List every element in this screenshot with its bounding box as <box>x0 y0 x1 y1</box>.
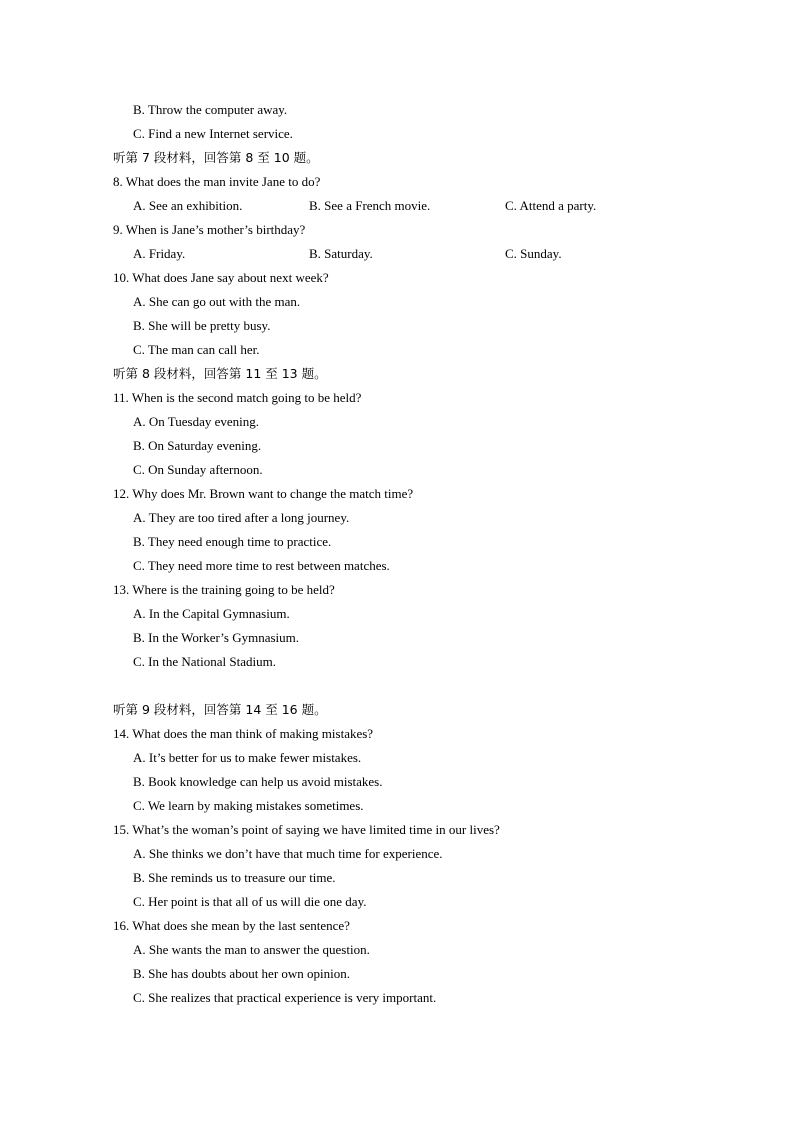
option-line: C. Find a new Internet service. <box>133 126 293 141</box>
question-line: 14. What does the man think of making mistakes? <box>113 726 374 741</box>
question-line: 16. What does she mean by the last sentence? <box>113 918 350 933</box>
section-header: 听第 9 段材料，回答第 14 至 16 题。 <box>113 702 327 717</box>
section-header: 听第 7 段材料，回答第 8 至 10 题。 <box>113 150 319 165</box>
option-b: B. Saturday. <box>309 246 373 261</box>
option-b: B. Book knowledge can help us avoid mistakes. <box>133 774 383 789</box>
option-c: C. The man can call her. <box>133 342 260 357</box>
options-row <box>0 194 794 218</box>
option-a: A. She wants the man to answer the question. <box>133 942 370 957</box>
option-c: C. On Sunday afternoon. <box>133 462 263 477</box>
option-a: A. Friday. <box>133 246 186 261</box>
option-a: A. On Tuesday evening. <box>133 414 260 429</box>
option-c: C. Sunday. <box>505 246 562 261</box>
question-line: 8. What does the man invite Jane to do? <box>113 174 321 189</box>
question-line: 15. What’s the woman’s point of saying we have limited time in our lives? <box>113 822 500 837</box>
option-a: A. It’s better for us to make fewer mistakes. <box>133 750 362 765</box>
question-line: 11. When is the second match going to be held? <box>113 390 362 405</box>
options-row <box>0 242 794 266</box>
option-c: C. In the National Stadium. <box>133 654 276 669</box>
option-c: C. She realizes that practical experience is very important. <box>133 990 437 1005</box>
option-c: C. They need more time to rest between matches. <box>133 558 390 573</box>
option-a: A. She can go out with the man. <box>133 294 301 309</box>
exam-page <box>0 98 794 1010</box>
question-line: 10. What does Jane say about next week? <box>113 270 329 285</box>
option-a: A. In the Capital Gymnasium. <box>133 606 290 621</box>
option-b: B. See a French movie. <box>309 198 431 213</box>
option-a: A. They are too tired after a long journey. <box>133 510 350 525</box>
option-b: B. She has doubts about her own opinion. <box>133 966 351 981</box>
option-b: B. They need enough time to practice. <box>133 534 332 549</box>
question-line: 13. Where is the training going to be held? <box>113 582 335 597</box>
section-header: 听第 8 段材料，回答第 11 至 13 题。 <box>113 366 327 381</box>
option-line: B. Throw the computer away. <box>133 102 288 117</box>
option-c: C. Her point is that all of us will die one day. <box>133 894 367 909</box>
option-b: B. She reminds us to treasure our time. <box>133 870 336 885</box>
blank-line <box>0 674 794 698</box>
question-line: 9. When is Jane’s mother’s birthday? <box>113 222 306 237</box>
option-b: B. In the Worker’s Gymnasium. <box>133 630 300 645</box>
question-line: 12. Why does Mr. Brown want to change the match time? <box>113 486 414 501</box>
option-b: B. She will be pretty busy. <box>133 318 271 333</box>
option-b: B. On Saturday evening. <box>133 438 262 453</box>
option-a: A. She thinks we don’t have that much time for experience. <box>133 846 443 861</box>
option-c: C. We learn by making mistakes sometimes. <box>133 798 364 813</box>
option-a: A. See an exhibition. <box>133 198 243 213</box>
option-c: C. Attend a party. <box>505 198 597 213</box>
